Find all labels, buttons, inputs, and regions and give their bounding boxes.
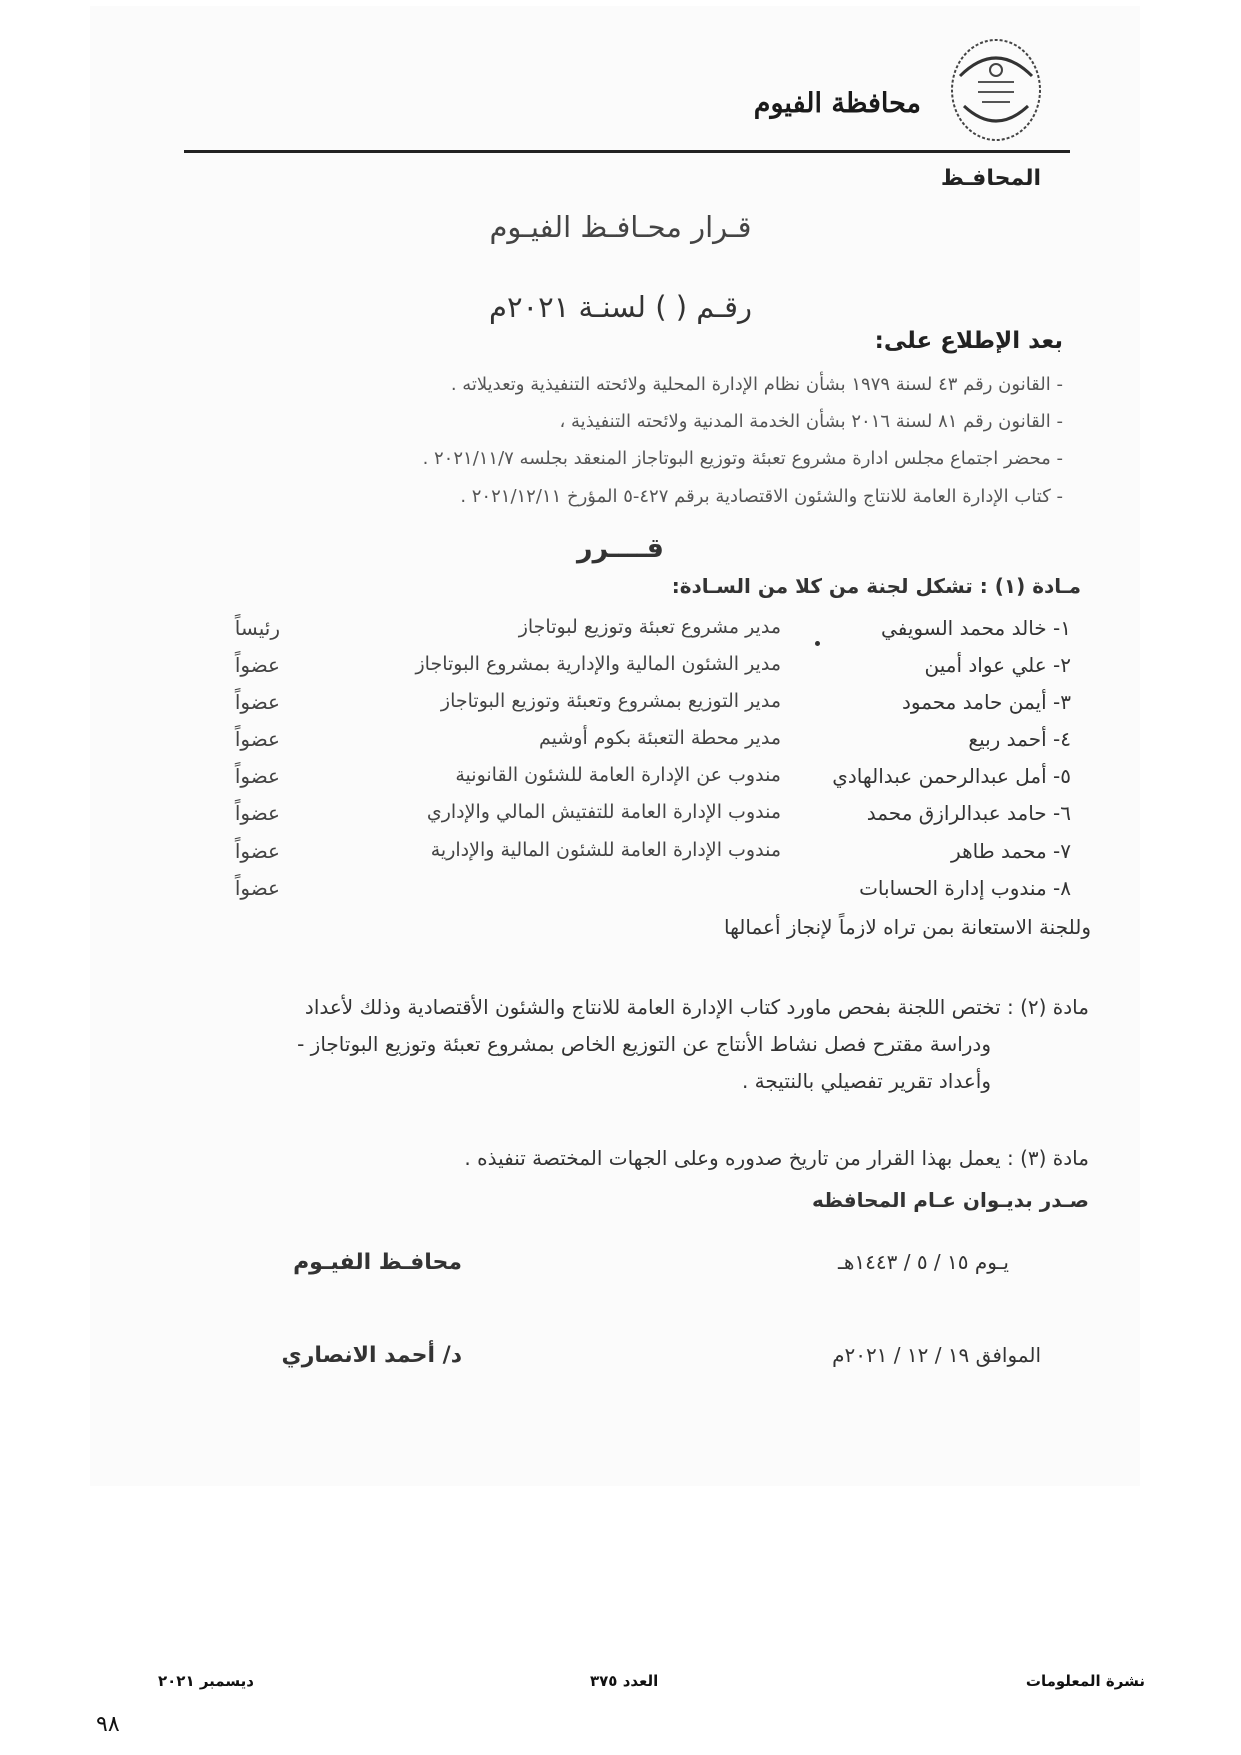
member-position: مندوب الإدارة العامة للتفتيش المالي والإداري bbox=[426, 801, 781, 823]
member-position: مدير محطة التعبئة بكوم أوشيم bbox=[538, 727, 781, 749]
decree-number: رقـم ( ) لسنـة ٢٠٢١م bbox=[489, 290, 752, 324]
signatory-name: د/ أحمد الانصاري bbox=[281, 1343, 462, 1368]
member-position: مندوب الإدارة العامة للشئون المالية والإدارية bbox=[430, 839, 781, 861]
member-name: ٧- محمد طاهر bbox=[951, 839, 1071, 863]
citation-3: - محضر اجتماع مجلس ادارة مشروع تعبئة وتوزيع البوتاجاز المنعقد بجلسه ٢٠٢١/١١/٧ . bbox=[422, 448, 1063, 469]
office-label: المحافـظ bbox=[940, 166, 1041, 191]
governorate-name: محافظة الفيوم bbox=[753, 88, 921, 119]
footer-bulletin: نشرة المعلومات bbox=[1025, 1672, 1145, 1690]
page-number: ٩٨ bbox=[96, 1712, 120, 1737]
article-2-line-1: مادة (٢) : تختص اللجنة بفحص ماورد كتاب الإدارة العامة للانتاج والشئون الأقتصادية وذلك لأعداد bbox=[304, 995, 1089, 1019]
stray-mark bbox=[815, 641, 820, 646]
citation-1: - القانون رقم ٤٣ لسنة ١٩٧٩ بشأن نظام الإدارة المحلية ولائحته التنفيذية وتعديلاته . bbox=[450, 374, 1063, 395]
member-name: ٨- مندوب إدارة الحسابات bbox=[859, 876, 1071, 900]
member-role: عضواً bbox=[234, 876, 280, 900]
member-position: مدير الشئون المالية والإدارية بمشروع البوتاجاز bbox=[415, 653, 781, 675]
gregorian-date: الموافق ١٩ / ١٢ / ٢٠٢١م bbox=[832, 1343, 1041, 1367]
decided-heading: قــــرر bbox=[577, 533, 664, 564]
preamble-heading: بعد الإطلاع على: bbox=[874, 328, 1063, 354]
assistance-clause: وللجنة الاستعانة بمن تراه لازماً لإنجاز أعمالها bbox=[723, 915, 1091, 939]
header-divider bbox=[184, 150, 1070, 153]
member-position: مدير مشروع تعبئة وتوزيع لبوتاجاز bbox=[518, 616, 781, 638]
member-position: مدير التوزيع بمشروع وتعبئة وتوزيع البوتاجاز bbox=[440, 690, 781, 712]
signatory-title: محافـظ الفيـوم bbox=[293, 1250, 462, 1275]
decree-title: قـرار محـافـظ الفيـوم bbox=[489, 210, 752, 244]
footer-date: ديسمبر ٢٠٢١ bbox=[158, 1672, 254, 1690]
citation-2: - القانون رقم ٨١ لسنة ٢٠١٦ بشأن الخدمة المدنية ولائحته التنفيذية ، bbox=[559, 411, 1063, 432]
footer-issue: العدد ٣٧٥ bbox=[590, 1672, 659, 1690]
member-role: عضواً bbox=[234, 727, 280, 751]
member-name: ٢- علي عواد أمين bbox=[924, 653, 1071, 677]
governorate-seal-logo bbox=[948, 36, 1044, 144]
member-position: مندوب عن الإدارة العامة للشئون القانونية bbox=[455, 764, 781, 786]
member-name: ٣- أيمن حامد محمود bbox=[901, 690, 1071, 714]
member-role: عضواً bbox=[234, 839, 280, 863]
member-role: عضواً bbox=[234, 690, 280, 714]
member-role: رئيساً bbox=[234, 616, 280, 640]
citation-4: - كتاب الإدارة العامة للانتاج والشئون الاقتصادية برقم ٤٢٧-٥ المؤرخ ٢٠٢١/١٢/١١ . bbox=[460, 486, 1063, 507]
issued-at: صـدر بديـوان عـام المحافظه bbox=[811, 1188, 1089, 1212]
article-2-line-2: ودراسة مقترح فصل نشاط الأنتاج عن التوزيع الخاص بمشروع تعبئة وتوزيع البوتاجاز - bbox=[297, 1032, 991, 1056]
member-name: ١- خالد محمد السويفي bbox=[881, 616, 1071, 640]
member-name: ٤- أحمد ربيع bbox=[968, 727, 1071, 751]
member-role: عضواً bbox=[234, 801, 280, 825]
article-1: مـادة (١) : تشكل لجنة من كلا من السـادة: bbox=[671, 574, 1081, 598]
article-2-line-3: وأعداد تقرير تفصيلي بالنتيجة . bbox=[741, 1069, 991, 1093]
member-role: عضواً bbox=[234, 764, 280, 788]
member-name: ٦- حامد عبدالرازق محمد bbox=[866, 801, 1071, 825]
member-role: عضواً bbox=[234, 653, 280, 677]
member-name: ٥- أمل عبدالرحمن عبدالهادي bbox=[832, 764, 1071, 788]
article-3: مادة (٣) : يعمل بهذا القرار من تاريخ صدوره وعلى الجهات المختصة تنفيذه . bbox=[464, 1146, 1089, 1170]
hijri-date: يـوم ١٥ / ٥ / ١٤٤٣هـ bbox=[837, 1250, 1009, 1274]
